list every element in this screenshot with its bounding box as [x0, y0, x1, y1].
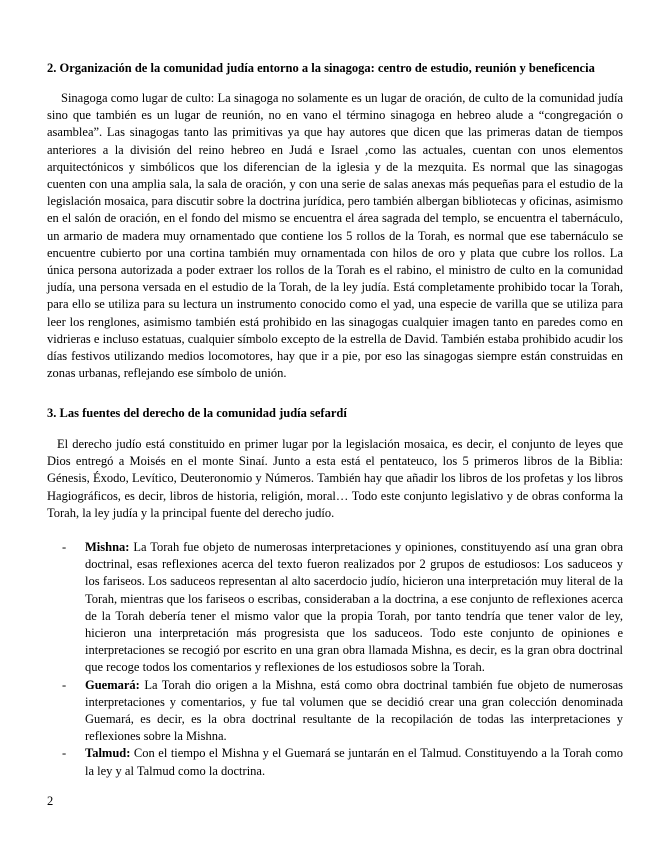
- description-guemara: La Torah dio origen a la Mishna, está como obra doctrinal también fue objeto de numerosas interpretaciones y comentarios, y fue tal volumen que se decidió crear una gran colección denominada Guemará, es decir, es la obra doctrinal resultante de la recopilación de todas las interpretaciones y reflexiones sobre la Mishna.: [85, 677, 623, 744]
- section-3-paragraph: El derecho judío está constituido en primer lugar por la legislación mosaica, es decir, el conjunto de leyes que Dios entregó a Moisés en el monte Sinaí. Junto a esta está el pentateuco, los 5 primeros libros de la Biblia: Génesis, Éxodo, Levítico, Deuteronomio y Números. También hay que añadir los libros de los profetas y los libros Hagiográficos, es decir, libros de historia, religión, moral… Todo este conjunto legislativo y de obras conforma la Torah, la ley judía y la principal fuente del derecho judío.: [47, 437, 623, 520]
- bullet-dash: -: [62, 540, 67, 554]
- description-mishna: La Torah fue objeto de numerosas interpretaciones y opiniones, constituyendo así una gran obra doctrinal, esas reflexiones acerca del texto fueron realizados por 2 grupos de estudiosos: Los saduceos y los fariseos. Los saduceos representan al alto sacerdocio judío, hicieron una interpretación muy literal de la Torah, mientras que los fariseos o escribas, consideraban a la doctrina, a ese conjunto de reflexiones acerca de la Torah debería tener el mismo valor que la propia Torah, por tanto tendría que tener valor de ley, hicieron una interpretación más progresista que los saduceos. Todo este conjunto de opiniones e interpretaciones se recogió por escrito en una gran obra llamada Mishna, es decir, es la gran obra doctrinal que recoge todos los comentarios y reflexiones de los estudiosos sobre la Torah.: [85, 540, 623, 675]
- term-guemara: Guemará:: [85, 677, 140, 692]
- list-item-mishna: [0, 539, 623, 677]
- description-talmud: Con el tiempo el Mishna y el Guemará se juntarán en el Talmud. Constituyendo a la Torah como la ley y al Talmud como la doctrina.: [85, 746, 623, 778]
- bullet-dash: -: [62, 677, 67, 692]
- section-2-heading: 2. Organización de la comunidad judía entorno a la sinagoga: centro de estudio, reunión y beneficencia: [47, 61, 595, 75]
- bullet-dash: -: [62, 746, 67, 761]
- term-mishna: Mishna:: [85, 540, 130, 554]
- sources-list: [0, 539, 655, 780]
- list-item-guemara: [0, 677, 623, 746]
- section-3-heading: 3. Las fuentes del derecho de la comunidad judía sefardí: [47, 406, 347, 420]
- section-2-paragraph: Sinagoga como lugar de culto: La sinagoga no solamente es un lugar de oración, de culto de la comunidad judía sino que también es un lugar de reunión, no en vano el término sinagoga en hebreo alude a “congregación o asamblea”. Las sinagogas tanto las primitivas ya que hay autores que dicen que las primeras datan de tiempos anteriores a la división del reino hebreo en Judá e Israel ,como las actuales, cuentan con unos elementos arquitectónicos y simbólicos que los diferencian de la iglesia y de la mezquita. Es normal que las sinagogas cuenten con una amplia sala, la sala de oración, y con una serie de salas anexas más pequeñas para el estudio de la legislación mosaica, para discutir sobre la doctrina jurídica, pero también albergan bibliotecas y oficinas, asimismo en el salón de oración, en el fondo del mismo se encuentra el área sagrada del templo, se encuentra el tabernáculo, un armario de madera muy ornamentado que contiene los 5 rollos de la Torah, es normal que ese tabernáculo se encuentre cubierto por una cortina también muy ornamentada con hilos de oro y plata que cubre los rollos. La única persona autorizada a poder extraer los rollos de la Torah es el rabino, el ministro de culto en la comunidad judía, una persona versada en el estudio de la Torah, de la ley judía. Está completamente prohibido tocar la Torah, para ello se utiliza para su lectura un instrumento conocido como el yad, una especie de varilla que se utiliza para leer los renglones, asimismo también está prohibido en las sinagogas cualquier imagen tanto en paredes como en vidrieras e incluso estatuas, cualquier símbolo excepto de la estrella de David. También estaba prohibido acudir los días festivos utilizando medios locomotores, hay que ir a pie, por eso las sinagogas siempre están construidas en zonas urbanas, reflejando ese símbolo de unión.: [47, 91, 623, 381]
- term-talmud: Talmud:: [85, 746, 131, 761]
- list-item-talmud: [0, 745, 623, 779]
- page-number: 2: [47, 794, 54, 808]
